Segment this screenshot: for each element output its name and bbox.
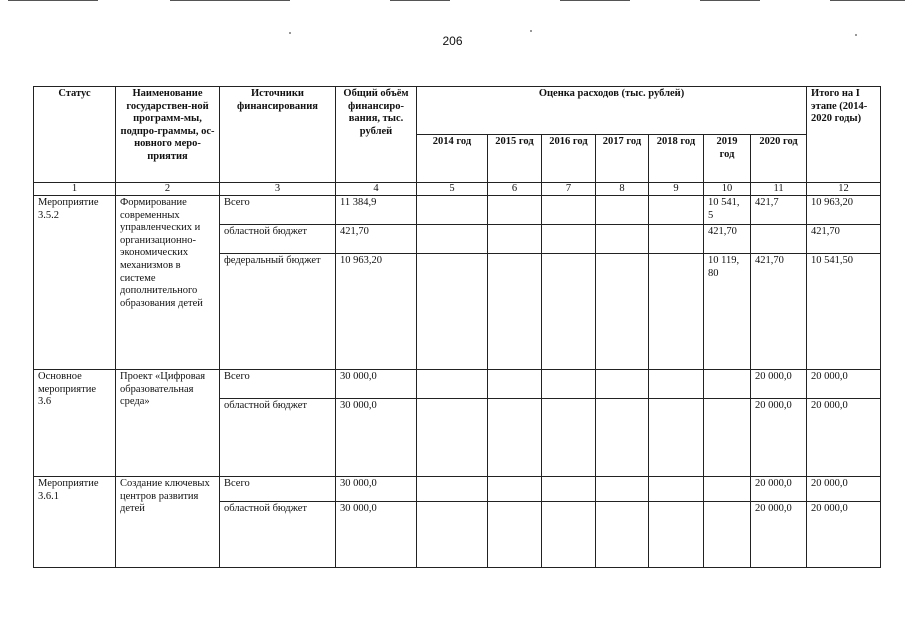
row-status: Мероприятие 3.5.2 — [34, 196, 116, 370]
row-name: Проект «Цифровая образовательная среда» — [116, 370, 220, 477]
row-y2019 — [704, 477, 751, 502]
row-source: Всего — [220, 196, 336, 225]
row-y2020: 20 000,0 — [751, 370, 807, 399]
header-status: Статус — [34, 87, 116, 183]
row-y2020: 20 000,0 — [751, 477, 807, 502]
scan-edge-line — [390, 0, 450, 1]
column-number: 8 — [596, 183, 649, 196]
row-y2020 — [751, 225, 807, 254]
row-total: 10 963,20 — [336, 254, 417, 370]
header-year-2014: 2014 год — [417, 135, 488, 183]
row-status: Мероприятие 3.6.1 — [34, 477, 116, 568]
column-number-row — [34, 183, 881, 196]
row-y2019 — [704, 502, 751, 568]
row-total: 30 000,0 — [336, 477, 417, 502]
column-number: 10 — [704, 183, 751, 196]
row-status: Основное мероприятие 3.6 — [34, 370, 116, 477]
table-row — [34, 370, 881, 399]
row-total: 11 384,9 — [336, 196, 417, 225]
row-y2019 — [704, 370, 751, 399]
column-number: 9 — [649, 183, 704, 196]
column-number: 7 — [542, 183, 596, 196]
row-total: 421,70 — [336, 225, 417, 254]
scan-speck — [530, 30, 532, 32]
header-year-2015: 2015 год — [488, 135, 542, 183]
row-y2020: 421,7 — [751, 196, 807, 225]
budget-table — [33, 86, 881, 568]
column-number: 1 — [34, 183, 116, 196]
row-total: 30 000,0 — [336, 399, 417, 477]
row-source: Всего — [220, 477, 336, 502]
row-y2019: 10 541, 5 — [704, 196, 751, 225]
header-sources: Источники финансирования — [220, 87, 336, 183]
scan-edge-line — [700, 0, 760, 1]
row-total: 30 000,0 — [336, 370, 417, 399]
header-year-2017: 2017 год — [596, 135, 649, 183]
row-source: областной бюджет — [220, 399, 336, 477]
row-stage-total: 20 000,0 — [807, 399, 881, 477]
row-stage-total: 20 000,0 — [807, 502, 881, 568]
column-number: 11 — [751, 183, 807, 196]
table-row — [34, 196, 881, 225]
scan-edge-line — [8, 0, 98, 1]
column-number: 2 — [116, 183, 220, 196]
row-stage-total: 20 000,0 — [807, 370, 881, 399]
row-y2019: 421,70 — [704, 225, 751, 254]
row-total: 30 000,0 — [336, 502, 417, 568]
row-stage-total: 10 963,20 — [807, 196, 881, 225]
column-number: 12 — [807, 183, 881, 196]
header-name: Наименование государствен-ной программ-мы, подпро-граммы, ос-новного меро-приятия — [116, 87, 220, 183]
header-year-2020: 2020 год — [751, 135, 807, 183]
scan-edge-line — [830, 0, 905, 1]
row-stage-total: 10 541,50 — [807, 254, 881, 370]
scan-edge-line — [170, 0, 290, 1]
row-y2019 — [704, 399, 751, 477]
row-stage-total: 421,70 — [807, 225, 881, 254]
header-total: Общий объём финансиро-вания, тыс. рублей — [336, 87, 417, 183]
header-year-2018: 2018 год — [649, 135, 704, 183]
row-y2019: 10 119, 80 — [704, 254, 751, 370]
table-row — [34, 477, 881, 502]
row-name: Создание ключевых центров развития детей — [116, 477, 220, 568]
page-number: 206 — [442, 34, 463, 48]
row-stage-total: 20 000,0 — [807, 477, 881, 502]
row-source: областной бюджет — [220, 502, 336, 568]
row-y2020: 20 000,0 — [751, 502, 807, 568]
header-year-2019: 2019 год — [704, 135, 751, 183]
row-source: федеральный бюджет — [220, 254, 336, 370]
row-y2020: 20 000,0 — [751, 399, 807, 477]
header-year-2016: 2016 год — [542, 135, 596, 183]
column-number: 4 — [336, 183, 417, 196]
row-source: Всего — [220, 370, 336, 399]
scan-edge-line — [560, 0, 630, 1]
header-total-stage: Итого на I этапе (2014-2020 годы) — [807, 87, 881, 183]
column-number: 6 — [488, 183, 542, 196]
row-y2020: 421,70 — [751, 254, 807, 370]
column-number: 3 — [220, 183, 336, 196]
header-estimate: Оценка расходов (тыс. рублей) — [417, 87, 807, 135]
column-number: 5 — [417, 183, 488, 196]
row-source: областной бюджет — [220, 225, 336, 254]
row-name: Формирование современных управленческих и организационно-экономических механизмов в системе дополнительного образования детей — [116, 196, 220, 370]
